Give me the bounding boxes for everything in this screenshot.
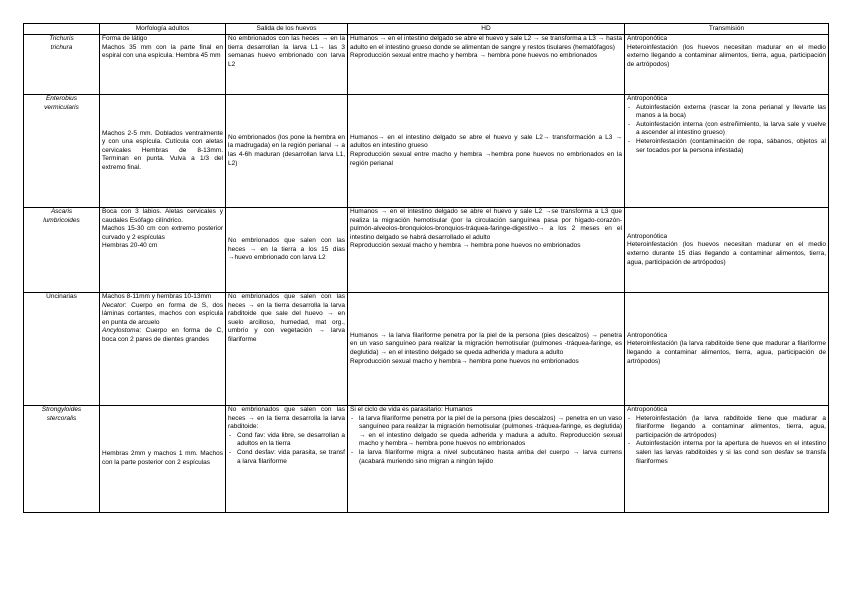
table-row-strongyloides [24,406,829,513]
header-morfologia: Morfología adultos [100,24,226,35]
species-genus: Áscaris [50,208,73,215]
morfologia-text: Hembras 2mm y machos 1 mm. Machos con la parte posterior con 2 espículas [102,450,223,466]
salida-text: No embrionados que salen con las heces → en la tierra desarrolla la larva rabditoide: [228,406,345,431]
hd-text: Si el ciclo de vida es parasitario: Humanos [350,406,473,413]
table-row-ascaris [24,208,829,293]
morfologia-text: Forma de látigo [102,35,148,42]
header-hd: HD [348,24,625,35]
morfologia-cell [100,95,226,208]
salida-text: No embrionados con las heces → en la tierra desarrollan la larva L1→ las 3 semanas huevo embrionado con larva L2 [228,35,345,68]
species-cell [24,406,100,513]
transmision-text: Antroponótica [627,232,668,240]
salida-text: No embrionados que salen con las heces → en la tierra a los 15 días →huevo embrionado con larva L2 [228,237,345,262]
transmision-cell [625,95,829,208]
species-epithet: trichura [50,43,73,51]
ancylostoma-label: Ancylostoma [102,327,140,335]
morfologia-cell [100,35,226,95]
list-item: - Heteroinfestación (contaminación de ropa, sábanos, objetos al ser tocados por la persona infestada) [636,138,826,155]
species-genus: Trichuris [49,35,74,42]
species-genus: Enterobius [45,95,78,102]
hd-text: Humanos → la larva filariforme penetra por la piel de la persona (pies descalzos) → penetra en un vaso sanguíneo para realizar la migración hemotisular (pulmones -tráquea-faringe, es deglutida) → en el intestino delgado se queda adherida y madura a adulto [350,331,622,356]
transmision-cell [625,208,829,293]
salida-text: No embrionados que salen con las heces → en la tierra desarrolla la larva rabditoide que sale del huevo → en suelo arcilloso, humedad, mat org., umbrío y con vegetación → larva filariforme [228,293,345,343]
transmision-cell [625,406,829,513]
hd-cell [348,293,625,406]
hd-text: Reproducción sexual entre macho y hembra → hembra pone huevos no embrionados [350,52,598,60]
morfologia-text [102,327,223,344]
transmision-text: Antroponótica [627,35,668,42]
species-cell [24,208,100,293]
salida-cell [226,35,348,95]
hd-text: Reproducción sexual macho y hembra → hembra pone huevos no embrionados [350,242,581,250]
hd-text: Humanos → en el intestino delgado se abre el huevo y sale L2 → se transforma a L3 → hasta adulto en el intestino grueso donde se alimentan de sangre y restos tisulares (hematófagos) [350,35,622,51]
list-item: - Autoinfestación externa (rascar la zona perianal y llevarte las manos a la boca) [636,104,826,121]
transmision-text: Antroponótica [627,331,668,339]
salida-cell [226,293,348,406]
species-cell [24,35,100,95]
list-item: - Heteroinfestación (la larva rabditoide tiene que madurar a filariforme llegando a contaminar alimentos, tierra, agua, participación de artrópodos) [636,415,826,441]
morfologia-text: Machos 15-30 cm con extremo posterior curvado y 2 espículas [102,225,223,241]
species-cell [24,95,100,208]
species-genus: Strongyloides [41,406,82,413]
species-epithet: stercoralis [46,414,77,422]
morfologia-text: Machos 35 mm con la parte final en espiral con una espícula. Hembra 45 mm [102,43,223,60]
hd-text: Reproducción sexual entre macho y hembra →hembra pone huevos no embrionados en la región perianal [350,151,622,167]
transmision-cell [625,35,829,95]
hd-cell [348,208,625,293]
transmision-list [627,415,826,467]
header-row [24,24,829,35]
species-epithet: vermicularis [44,103,79,111]
hd-text: Humanos → en el intestino delgado se abre el huevo y sale L2 →se transforma a L3 que realiza la migración hemotisular (por la circulación sanguínea pasa por hígado-corazón-pulmón-alveolos-bronquiolos-bronquios-tráquea-faringe-digestivo→ a los 2 meses en el intestino delgado se habrá desarrollado el adulto [350,208,622,241]
header-empty [24,24,100,35]
ancylostoma-text: : Cuerpo en forma de C, boca con 2 pares de dientes grandes [102,327,223,343]
salida-text: No embrionados (los pone la hembra en la madrugada) en la región perianal → a las 4-6h maduran (desarrollan larva L1, L2) [228,133,345,167]
transmision-text: Antroponótica [627,95,668,102]
transmision-cell [625,293,829,406]
transmision-list [627,104,826,156]
list-item: - la larva filariforme penetra por la piel de la persona (pies descalzos) → penetra en un vaso sanguíneo para realizar la migración hemotisular (pulmones -tráquea-faringe, es deglutida) → en el intestino delgado se queda adherida y madura a adulto. Reproducción sexual macho y hembra→ hembra pone huevos no embrionados [359,415,622,449]
salida-list [228,432,345,466]
morfologia-text: Machos 2-5 mm. Doblados ventralmente y con una espícula. Cutícula con aletas cervicales Hembras de 8-13mm. Terminan en punta. Vulva a 1/3 del extremo final. [102,129,223,171]
list-item: - Cond fav: vida libre, se desarrollan a adultos en la tierra [237,432,345,449]
list-item: - Autoinfestación interna por la apertura de huevos en el intestino salen las larvas rabditoides y si las cond son desfav se transfa filariformes [636,440,826,466]
salida-cell [226,95,348,208]
morfologia-cell [100,208,226,293]
species-genus: Uncinarias [46,293,77,300]
morfologia-text: Machos 8-11mm y hembras 10-13mm [102,293,212,300]
necator-text: : Cuerpo en forma de S, dos láminas cortantes, machos con espícula en punta de arcuelo [102,301,223,326]
hd-text: Reproducción sexual macho y hembra→ hembra pone huevos no embrionados [350,357,579,365]
transmision-text: Heteroinfestación (los huevos necesitan madurar en el medio externo llegando a contaminar alimentos, tierra, agua, participación de artrópodos) [627,43,826,68]
species-cell [24,293,100,406]
transmision-text: Heteroinfestación (los huevos necesitan madurar en el medio externo durante 15 días llegando a contaminar alimentos, tierra, agua, participación de artrópodos) [627,241,826,266]
salida-cell [226,208,348,293]
morfologia-text: Hembras 20-40 cm [102,242,158,250]
hd-cell [348,35,625,95]
header-salida: Salida de los huevos [226,24,348,35]
morfologia-text [102,302,223,328]
species-epithet: lumbricoides [43,216,80,224]
list-item: - Cond desfav: vida parasita, se transf a larva filariforme [237,449,345,466]
table-row-enterobius [24,95,829,208]
morfologia-cell [100,406,226,513]
hd-cell [348,406,625,513]
morfologia-cell [100,293,226,406]
table-row-trichuris [24,35,829,95]
transmision-text: Antroponótica [627,406,668,413]
salida-cell [226,406,348,513]
hd-text: Humanos→ en el intestino delgado se abre el huevo y sale L2→ transformación a L3 → adultos en intestino grueso [350,133,622,150]
table-row-uncinarias [24,293,829,406]
list-item: - la larva filariforme migra a nivel subcutáneo hasta arriba del cuerpo → larva currens (acabará muriendo sino migran a ningún tejido [359,449,622,466]
transmision-text: Heteroinfestación (la larva rabditoide tiene que madurar a filariforme llegando a contaminar alimentos, tierra, agua, participación de artrópodos) [627,340,826,365]
parasite-table [23,23,829,513]
morfologia-text: Boca con 3 labios. Aletas cervicales y caudales Esófago cilíndrico. [102,208,223,224]
necator-label: Necator [102,301,125,309]
hd-list [350,415,622,467]
hd-cell [348,95,625,208]
list-item: - Autoinfestación interna (con estreñimiento, la larva sale y vuelve a ascender al intestino grueso) [636,121,826,138]
header-transmision: Transmisión [625,24,829,35]
